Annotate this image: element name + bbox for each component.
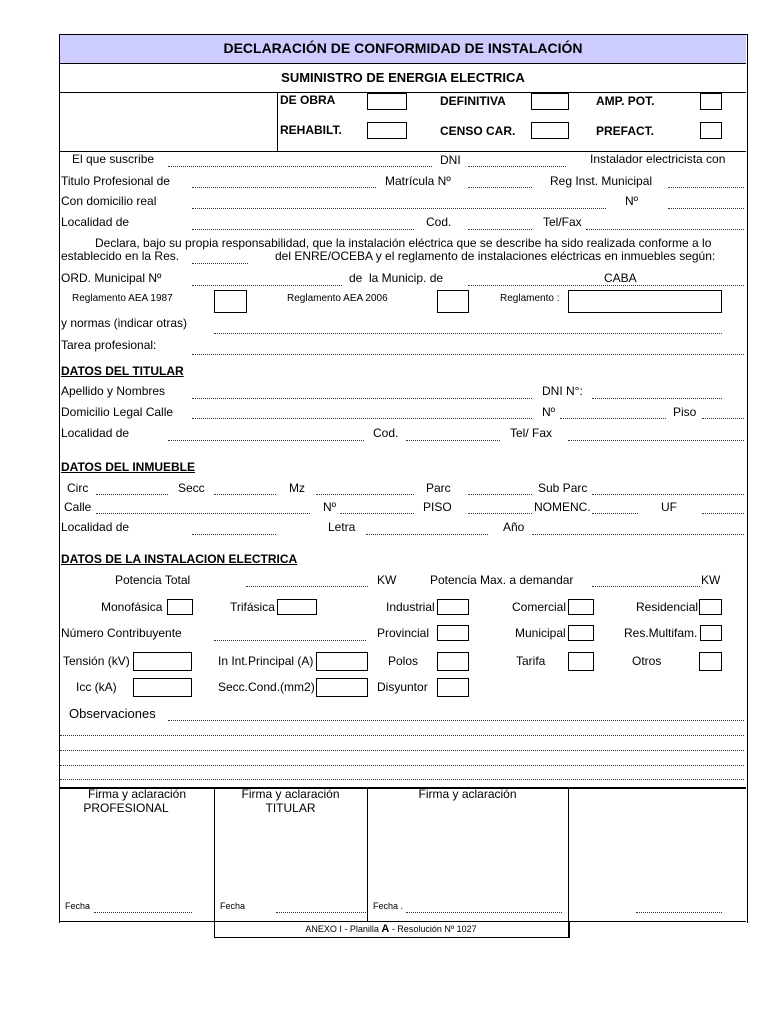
matricula-label: Matrícula Nº <box>385 174 451 188</box>
cod-label: Cod. <box>426 215 452 229</box>
declara-text-2a: establecido en la Res. <box>61 249 180 263</box>
potencia-max-field[interactable] <box>592 586 700 587</box>
in-int-label: In Int.Principal (A) <box>218 654 314 668</box>
type-rehabilt-label: REHABILT. <box>280 123 342 137</box>
provincial-label: Provincial <box>377 626 430 640</box>
fecha-label: Fecha <box>65 901 91 911</box>
calle-field[interactable] <box>96 513 310 514</box>
declara-text-2b: del ENRE/OCEBA y el reglamento de instalaciones eléctricas en inmuebles según: <box>275 249 716 263</box>
divider <box>568 788 569 937</box>
divider <box>367 788 368 922</box>
reglamento-label: Reglamento : <box>500 293 560 304</box>
industrial-label: Industrial <box>386 600 435 614</box>
icc-input[interactable] <box>133 678 192 697</box>
resolucion-field[interactable] <box>192 263 248 264</box>
matricula-field[interactable] <box>468 187 532 188</box>
tarea-label: Tarea profesional: <box>61 338 157 352</box>
observaciones-line-1[interactable] <box>168 720 744 721</box>
profesional-label: PROFESIONAL <box>83 801 169 815</box>
localidad-field[interactable] <box>192 229 414 230</box>
type-definitiva-label: DEFINITIVA <box>440 94 506 108</box>
trifasica-label: Trifásica <box>230 600 275 614</box>
disyuntor-label: Disyuntor <box>377 680 428 694</box>
type-rehabilt-checkbox[interactable] <box>367 122 407 139</box>
reg-2006-checkbox[interactable] <box>437 290 469 313</box>
in-int-input[interactable] <box>316 652 368 671</box>
municipal-label: Municipal <box>515 626 566 640</box>
titular-piso-field[interactable] <box>702 418 744 419</box>
titular-dni-label: DNI N°: <box>542 384 583 398</box>
declara-text-1: Declara, bajo su propia responsabilidad, que la instalación eléctrica que se describe ha sido realizada conforme a lo <box>95 236 712 250</box>
reg-inst-label: Reg Inst. Municipal <box>550 174 653 188</box>
divider <box>277 92 278 151</box>
type-amp-pot-label: AMP. POT. <box>596 94 655 108</box>
firma-aclaracion-label: Firma y aclaración <box>418 787 517 801</box>
footer-prefix: ANEXO I - Planilla <box>305 924 382 934</box>
tarea-field[interactable] <box>192 354 744 355</box>
tarifa-label: Tarifa <box>516 654 546 668</box>
titulo-label: Titulo Profesional de <box>61 174 170 188</box>
observaciones-line-5[interactable] <box>60 779 744 780</box>
inmueble-numero-field[interactable] <box>340 513 414 514</box>
cod-field[interactable] <box>468 229 532 230</box>
titular-section-heading: DATOS DEL TITULAR <box>61 364 184 378</box>
potencia-max-label: Potencia Max. a demandar <box>430 573 574 587</box>
observaciones-line-3[interactable] <box>60 750 744 751</box>
tension-label: Tensión (kV) <box>63 654 130 668</box>
comercial-label: Comercial <box>512 600 567 614</box>
telfax-field[interactable] <box>586 229 744 230</box>
ord-municipal-label: ORD. Municipal Nº <box>61 271 162 285</box>
observaciones-line-2[interactable] <box>60 735 744 736</box>
firma-profesional-label: Firma y aclaración <box>87 787 187 801</box>
type-censo-car-label: CENSO CAR. <box>440 124 516 138</box>
firma-titular-label: Firma y aclaración <box>241 787 340 801</box>
reg-inst-field[interactable] <box>668 187 744 188</box>
tension-input[interactable] <box>133 652 192 671</box>
trifasica-checkbox[interactable] <box>277 599 317 615</box>
type-amp-pot-checkbox[interactable] <box>700 93 722 110</box>
de-label: de <box>349 271 363 285</box>
titular-label: TITULAR <box>265 801 316 815</box>
titular-domicilio-field[interactable] <box>192 418 532 419</box>
dni-field[interactable] <box>468 166 566 167</box>
anio-label: Año <box>503 520 525 534</box>
nomenc-field[interactable] <box>592 513 638 514</box>
disyuntor-input[interactable] <box>437 678 469 697</box>
municip-label: la Municip. de <box>369 271 444 285</box>
circ-field[interactable] <box>96 494 168 495</box>
uf-field[interactable] <box>702 513 744 514</box>
titular-telfax-label: Tel/ Fax <box>510 426 553 440</box>
letra-label: Letra <box>328 520 356 534</box>
inmueble-piso-label: PISO <box>423 500 452 514</box>
titular-telfax-field[interactable] <box>568 440 744 441</box>
residencial-label: Residencial <box>636 600 699 614</box>
parc-label: Parc <box>426 481 451 495</box>
monofasica-checkbox[interactable] <box>167 599 193 615</box>
numero-contribuyente-field[interactable] <box>214 640 366 641</box>
telfax-label: Tel/Fax <box>543 215 582 229</box>
inmueble-piso-field[interactable] <box>468 513 532 514</box>
type-prefact-label: PREFACT. <box>596 124 655 138</box>
fecha-label: Fecha <box>220 901 246 911</box>
nomenc-label: NOMENC. <box>534 500 591 514</box>
potencia-total-field[interactable] <box>246 586 368 587</box>
otros-input[interactable] <box>699 652 722 671</box>
numero-label: Nº <box>625 194 639 208</box>
res-multifam-checkbox[interactable] <box>700 625 722 641</box>
titular-dni-field[interactable] <box>592 398 722 399</box>
titular-numero-field[interactable] <box>560 418 666 419</box>
numero-contribuyente-label: Número Contribuyente <box>61 626 182 640</box>
dni-label: DNI <box>440 153 461 167</box>
polos-label: Polos <box>388 654 419 668</box>
footer-suffix: - Resolución Nº 1027 <box>389 924 477 934</box>
fecha-field[interactable] <box>636 912 722 913</box>
caba-label: CABA <box>604 271 637 285</box>
reg-1987-checkbox[interactable] <box>214 290 247 313</box>
titular-apellido-label: Apellido y Nombres <box>61 384 166 398</box>
secc-field[interactable] <box>214 494 276 495</box>
ord-municipal-field[interactable] <box>192 285 342 286</box>
titular-cod-label: Cod. <box>373 426 399 440</box>
page-subtitle: SUMINISTRO DE ENERGIA ELECTRICA <box>281 70 525 85</box>
inmueble-numero-label: Nº <box>323 500 337 514</box>
residencial-checkbox[interactable] <box>699 599 722 615</box>
fecha-field[interactable] <box>406 912 562 913</box>
numero-field[interactable] <box>668 208 744 209</box>
instalacion-section-heading: DATOS DE LA INSTALACION ELECTRICA <box>61 552 298 566</box>
observaciones-label: Observaciones <box>69 706 156 721</box>
icc-label: Icc (kA) <box>76 680 117 694</box>
municip-field[interactable] <box>468 285 744 286</box>
inmueble-localidad-label: Localidad de <box>61 520 130 534</box>
kw-unit-2: KW <box>701 573 721 587</box>
parc-field[interactable] <box>468 494 532 495</box>
titular-cod-field[interactable] <box>406 440 500 441</box>
reg-2006-label: Reglamento AEA 2006 <box>287 293 388 304</box>
secc-cond-input[interactable] <box>316 678 368 697</box>
mz-field[interactable] <box>316 494 414 495</box>
titular-piso-label: Piso <box>673 405 697 419</box>
reglamento-input[interactable] <box>568 290 722 313</box>
titular-localidad-field[interactable] <box>168 440 364 441</box>
el-que-suscribe-field[interactable] <box>168 166 432 167</box>
anio-field[interactable] <box>532 534 744 535</box>
normas-label: y normas (indicar otras) <box>61 316 188 330</box>
sub-parc-label: Sub Parc <box>538 481 588 495</box>
secc-cond-label: Secc.Cond.(mm2) <box>218 680 315 694</box>
titular-domicilio-label: Domicilio Legal Calle <box>61 405 174 419</box>
type-definitiva-checkbox[interactable] <box>531 93 569 110</box>
kw-unit-1: KW <box>377 573 397 587</box>
localidad-label: Localidad de <box>61 215 130 229</box>
tarifa-input[interactable] <box>568 652 594 671</box>
titular-localidad-label: Localidad de <box>61 426 130 440</box>
uf-label: UF <box>661 500 677 514</box>
type-de-obra-checkbox[interactable] <box>367 93 407 110</box>
industrial-checkbox[interactable] <box>437 599 469 615</box>
secc-label: Secc <box>178 481 205 495</box>
inmueble-section-heading: DATOS DEL INMUEBLE <box>61 460 196 474</box>
observaciones-line-4[interactable] <box>60 765 744 766</box>
otros-label: Otros <box>632 654 662 668</box>
municipal-checkbox[interactable] <box>568 625 594 641</box>
page-title: DECLARACIÓN DE CONFORMIDAD DE INSTALACIÓN <box>223 40 583 56</box>
type-de-obra-label: DE OBRA <box>280 93 336 107</box>
type-prefact-checkbox[interactable] <box>700 122 722 139</box>
provincial-checkbox[interactable] <box>437 625 469 641</box>
sub-parc-field[interactable] <box>592 494 744 495</box>
titular-numero-label: Nº <box>542 405 556 419</box>
fecha-field[interactable] <box>276 912 366 913</box>
comercial-checkbox[interactable] <box>568 599 594 615</box>
domicilio-field[interactable] <box>192 208 606 209</box>
el-que-suscribe-label: El que suscribe <box>72 152 155 166</box>
polos-input[interactable] <box>437 652 469 671</box>
calle-label: Calle <box>64 500 92 514</box>
titular-apellido-field[interactable] <box>192 398 532 399</box>
normas-field[interactable] <box>214 333 722 334</box>
reg-1987-label: Reglamento AEA 1987 <box>72 293 173 304</box>
type-censo-car-checkbox[interactable] <box>531 122 569 139</box>
circ-label: Circ <box>67 481 89 495</box>
res-multifam-label: Res.Multifam. <box>624 626 698 640</box>
potencia-total-label: Potencia Total <box>115 573 191 587</box>
titulo-field[interactable] <box>192 187 376 188</box>
footer-planilla: A <box>381 923 390 935</box>
domicilio-label: Con domicilio real <box>61 194 157 208</box>
fecha-label: Fecha . <box>373 901 404 911</box>
fecha-field[interactable] <box>94 912 192 913</box>
instalador-label: Instalador electricista con <box>590 152 726 166</box>
letra-field[interactable] <box>366 534 488 535</box>
mz-label: Mz <box>289 481 305 495</box>
inmueble-localidad-field[interactable] <box>192 534 276 535</box>
footer-text <box>214 923 568 935</box>
monofasica-label: Monofásica <box>101 600 163 614</box>
